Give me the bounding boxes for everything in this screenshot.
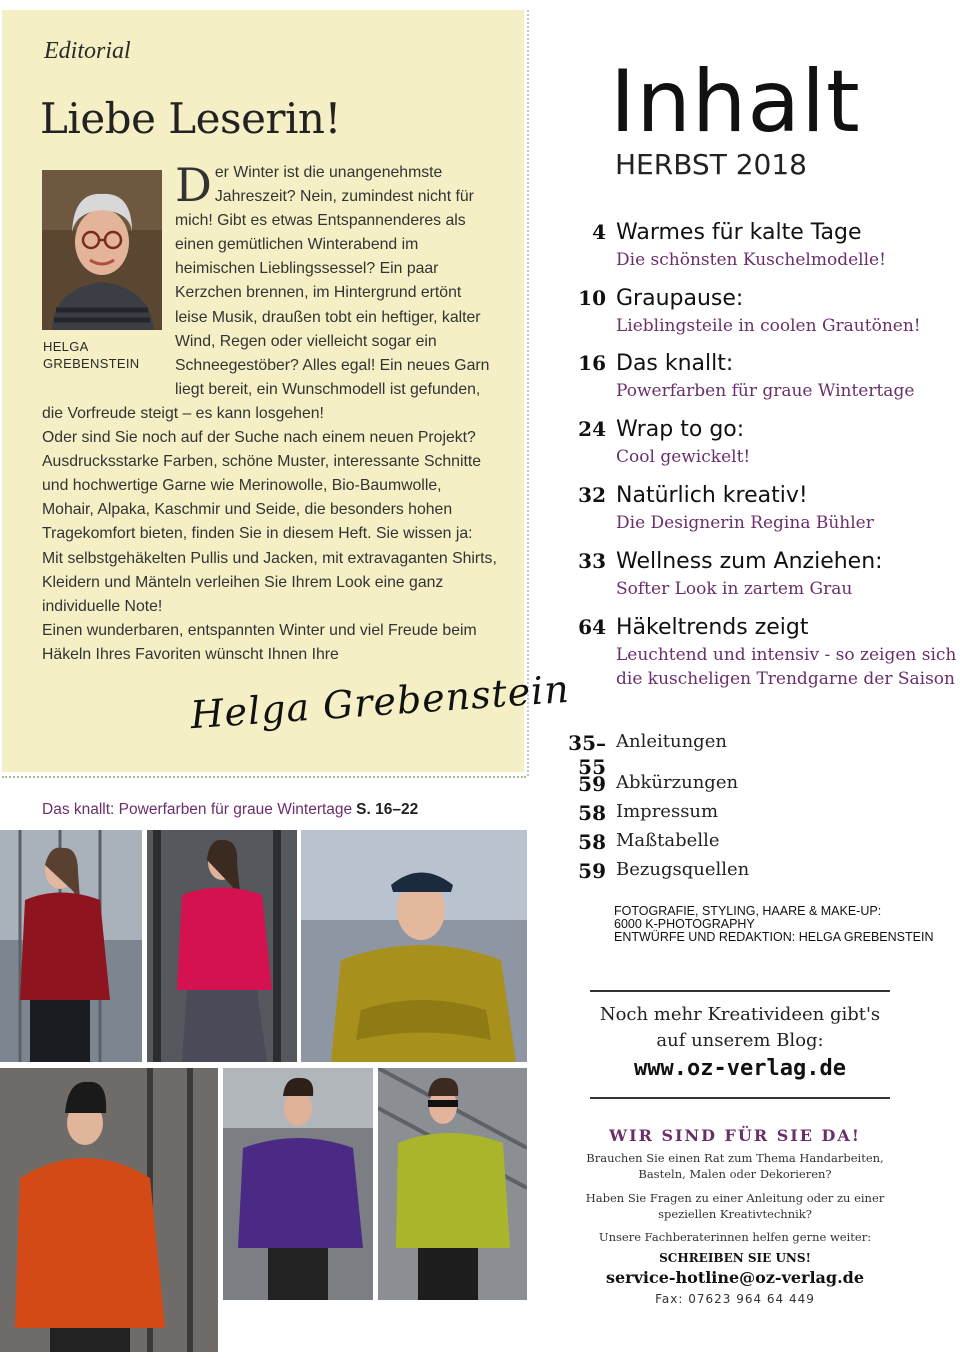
toc-page: 59	[578, 859, 606, 883]
toc-subtitle: Die schönsten Kuschelmodelle!	[616, 250, 886, 270]
contents-title: Inhalt	[610, 52, 861, 152]
service-email-link[interactable]: service-hotline@oz-verlag.de	[605, 1268, 865, 1287]
photo-red-sweater	[0, 830, 142, 1062]
section-label: Editorial	[44, 38, 131, 64]
toc-page: 58	[578, 830, 606, 854]
toc-title: Warmes für kalte Tage	[616, 220, 862, 245]
service-text-1: Brauchen Sie einen Rat zum Thema Handarbeiten, Basteln, Malen oder Dekorieren?	[586, 1151, 884, 1181]
photo-green-jacket	[378, 1068, 527, 1300]
portrait-spacer	[42, 161, 175, 392]
toc-subtitle: Powerfarben für graue Wintertage	[616, 381, 915, 401]
toc-subtitle	[616, 643, 956, 691]
service-heading: WIR SIND FÜR SIE DA!	[609, 1126, 861, 1145]
service-write-us: SCHREIBEN SIE UNS!	[659, 1251, 811, 1265]
toc-subtitle: Die Designerin Regina Bühler	[616, 513, 874, 533]
toc-title: Häkeltrends zeigt	[616, 615, 809, 640]
signature: Helga Grebenstein	[188, 666, 572, 738]
toc-subtitle-line-2: die kuscheligen Trendgarne der Saison	[616, 669, 955, 689]
body-paragraph-1: er Winter ist die unangenehmste Jahreszeit? Nein, zumindest nicht für mich! Gibt es etwas Entspannenderes als einen gemütlichen Winterabend im heimischen Lieblingssessel? Ein paar Kerzchen brennen, im Hintergrund ertönt leise Musik, draußen tobt ein heftiger, kalter Wind, Regen oder vielleicht sogar ein Schneegestöber? Alles egal! Ein neues Garn liegt bereit, ein Wunschmodell ist gefunden, die Vorfreude steigt – es kann losgehen!	[42, 164, 490, 422]
toc-title: Wrap to go:	[616, 417, 745, 442]
toc-title: Maßtabelle	[616, 830, 720, 851]
toc-page: 10	[578, 286, 606, 310]
blog-rule-bottom	[590, 1097, 890, 1099]
body-paragraph-3: Einen wunderbaren, entspannten Winter und viel Freude beim Häkeln Ihres Favoriten wünscht Ihnen Ihre	[42, 621, 477, 663]
photo-caption-text: Das knallt: Powerfarben für graue Wintertage	[42, 801, 353, 818]
blog-rule-top	[590, 990, 890, 992]
toc-page: 64	[578, 615, 606, 639]
toc-page: 33	[578, 549, 606, 573]
dropcap: D	[175, 158, 212, 212]
credits-line: FOTOGRAFIE, STYLING, HAARE & MAKE-UP:	[614, 904, 882, 918]
issue-label: HERBST 2018	[615, 148, 807, 181]
blog-line-1: Noch mehr Kreativideen gibt's	[599, 1004, 881, 1025]
photo-mustard-cardigan	[301, 830, 527, 1062]
editorial-title: Liebe Leserin!	[40, 94, 341, 143]
toc-page: 4	[592, 220, 606, 244]
toc-page: 35–55	[568, 731, 606, 779]
credits-line: ENTWÜRFE UND REDAKTION: HELGA GREBENSTEIN	[614, 930, 934, 944]
toc-title: Natürlich kreativ!	[616, 483, 808, 508]
author-last-name: GREBENSTEIN	[43, 356, 140, 371]
toc-title: Bezugsquellen	[616, 859, 750, 880]
section-divider	[2, 776, 526, 778]
photo-caption-pages: S. 16–22	[356, 801, 419, 818]
toc-title: Abkürzungen	[616, 772, 739, 793]
author-first-name: HELGA	[43, 339, 89, 354]
toc-page: 24	[578, 417, 606, 441]
column-divider	[527, 10, 529, 776]
photo-purple-pullover	[223, 1068, 373, 1300]
toc-page: 16	[578, 351, 606, 375]
photo-pink-sweater	[147, 830, 297, 1062]
photo-orange-hoodie	[0, 1068, 218, 1352]
toc-title: Impressum	[616, 801, 719, 822]
toc-page: 32	[578, 483, 606, 507]
toc-subtitle: Lieblingsteile in coolen Grautönen!	[616, 316, 921, 336]
toc-title: Wellness zum Anziehen:	[616, 549, 883, 574]
toc-title: Graupause:	[616, 286, 744, 311]
toc-subtitle: Cool gewickelt!	[616, 447, 751, 467]
credits	[614, 905, 933, 944]
blog-link[interactable]: www.oz-verlag.de	[634, 1056, 846, 1081]
blog-text	[590, 1002, 890, 1054]
toc-subtitle-line-1: Leuchtend und intensiv - so zeigen sich	[616, 645, 957, 665]
credits-line: 6000 K-PHOTOGRAPHY	[614, 917, 755, 931]
toc-subtitle: Softer Look in zartem Grau	[616, 579, 853, 599]
toc-title: Anleitungen	[616, 731, 727, 752]
service-text-2: Haben Sie Fragen zu einer Anleitung oder zu einer speziellen Kreativtechnik?	[585, 1191, 885, 1221]
editorial-body	[42, 158, 497, 667]
body-paragraph-2: Oder sind Sie noch auf der Suche nach einem neuen Projekt? Ausdrucksstarke Farben, schöne Muster, interessante Schnitte und hochwertige Garne wie Merinowolle, Bio-Baumwolle, Mohair, Alpaka, Kaschmir und Seide, die besonders hohen Tragekomfort bieten, finden Sie in diesem Heft. Sie wissen ja: Mit selbstgehäkelten Pullis und Jacken, mit extravaganten Shirts, Kleidern und Mänteln verleihen Sie Ihrem Look eine ganz individuelle Note!	[42, 429, 497, 615]
toc-page: 59	[578, 772, 606, 796]
toc-page: 58	[578, 801, 606, 825]
toc-title: Das knallt:	[616, 351, 734, 376]
service-text-3: Unsere Fachberaterinnen helfen gerne weiter:	[598, 1230, 872, 1244]
service-fax: Fax: 07623 964 64 449	[655, 1292, 815, 1306]
blog-line-2: auf unserem Blog:	[656, 1030, 824, 1051]
photo-caption	[42, 801, 418, 819]
